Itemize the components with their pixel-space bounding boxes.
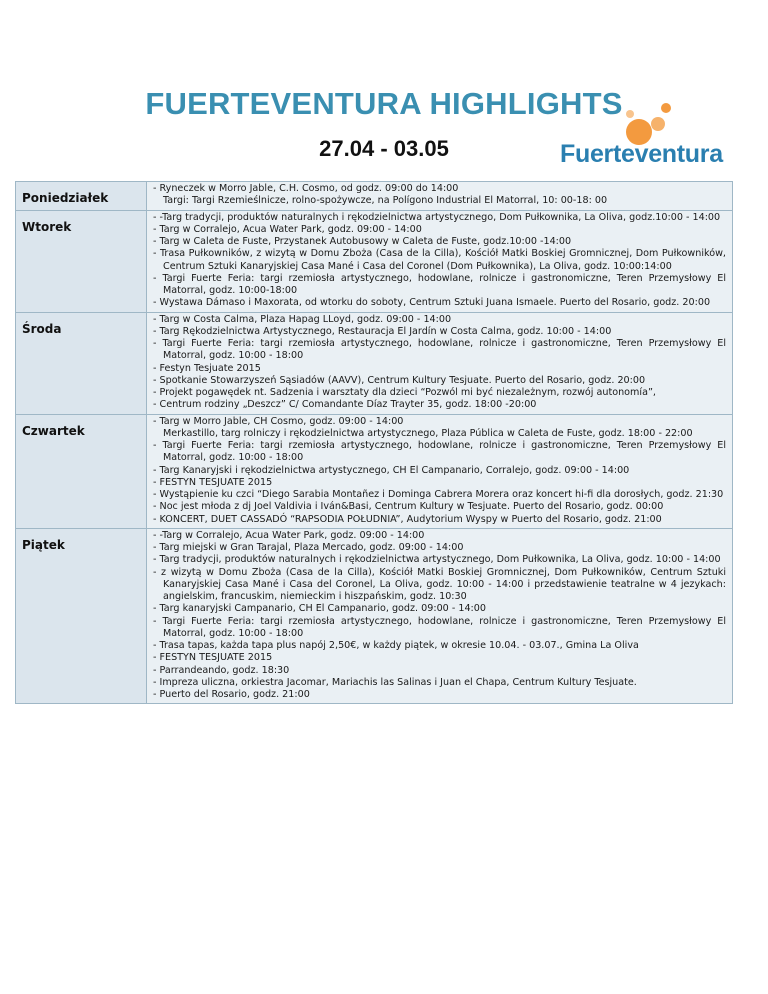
event-list (153, 183, 726, 208)
event-item: - FESTYN TESJUATE 2015 (153, 476, 273, 488)
event-item: - Festyn Tesjuate 2015 (153, 362, 261, 374)
event-item: - Wystawa Dámaso i Maxorata, od wtorku do soboty, Centrum Sztuki Juana Ismaele. Puerto del Rosario, godz. 20:00 (153, 297, 711, 309)
event-item: - Wystąpienie ku czci “Diego Sarabia Montañez i Dominga Cabrera Morera oraz koncert hi-fi dla dorosłych, godz. 21:30 (153, 489, 724, 500)
day-label: Poniedziałek (16, 182, 147, 211)
schedule-row (16, 528, 733, 704)
event-item: - Targ w Costa Calma, Plaza Hapag LLoyd, godz. 09:00 - 14:00 (153, 313, 452, 325)
event-item: - Parrandeando, godz. 18:30 (153, 664, 290, 676)
event-item: - z wizytą w Domu Zboża (Casa de la Cilla), Kościół Matki Boskiej Gromnicznej, Dom Pułkowników, Centrum Sztuki Kanaryjskiej Casa Mané i Casa del Coronel, La Oliva, godz. 10:00 - 14:00 i przedstawienie teatralne w 4 jezykach: angielskim, francuskim, niemieckim i hiszpańskim, godz. 10:30 (153, 566, 726, 602)
event-item: - KONCERT, DUET CASSADÓ “RAPSODIA POŁUDNIA”, Audytorium Wyspy w Puerto del Rosario, godz. 21:00 (153, 513, 662, 525)
day-label: Wtorek (16, 210, 147, 312)
event-item: Merkastillo, targ rolniczy i rękodzielnictwa artystycznego, Plaza Pública w Caleta de Fuste, godz. 18:00 - 22:00 (163, 427, 693, 439)
event-item: - Spotkanie Stowarzyszeń Sąsiadów (AAVV), Centrum Kultury Tesjuate. Puerto del Rosario, godz. 20:00 (153, 374, 646, 386)
event-item: Targi: Targi Rzemieślnicze, rolno-spożywcze, na Polígono Industrial El Matorral, 10: 00-18: 00 (163, 195, 608, 207)
event-item: - Targ w Caleta de Fuste, Przystanek Autobusowy w Caleta de Fuste, godz.10:00 -14:00 (153, 236, 572, 247)
fuerteventura-logo (560, 100, 730, 170)
date-range: 27.04 - 03.05 (319, 136, 449, 161)
day-events (147, 210, 733, 312)
event-item: - Targ kanaryjski Campanario, CH El Campanario, godz. 09:00 - 14:00 (153, 603, 486, 615)
event-item: - Ryneczek w Morro Jable, C.H. Cosmo, od godz. 09:00 do 14:00 (153, 183, 459, 194)
day-events (147, 312, 733, 414)
event-list (153, 416, 726, 526)
event-list (153, 212, 726, 310)
event-item: - Impreza uliczna, orkiestra Jacomar, Mariachis las Salinas i Juan el Chapa, Centrum Kultury Tesjuate. (153, 676, 637, 688)
event-item: - FESTYN TESJUATE 2015 (153, 652, 273, 664)
event-item: - Targi Fuerte Feria: targi rzemiosła artystycznego, hodowlane, rolnicze i gastronomiczne, Teren Przemysłowy El Matorral, godz. 10:00-18:00 (153, 272, 726, 296)
event-item: - Trasa tapas, każda tapa plus napój 2,50€, w każdy piątek, w okresie 10.04. - 03.07., Gmina La Oliva (153, 640, 639, 651)
event-item: - Targ Rękodzielnictwa Artystycznego, Restauracja El Jardín w Costa Calma, godz. 10:00 - 14:00 (153, 325, 612, 337)
day-events (147, 414, 733, 528)
event-list (153, 530, 726, 702)
day-label: Czwartek (16, 414, 147, 528)
event-item: - Targ Kanaryjski i rękodzielnictwa artystycznego, CH El Campanario, Corralejo, godz. 09:00 - 14:00 (153, 464, 630, 476)
event-item: - Targ w Corralejo, Acua Water Park, godz. 09:00 - 14:00 (153, 223, 422, 235)
event-item: - Targ miejski w Gran Tarajal, Plaza Mercado, godz. 09:00 - 14:00 (153, 542, 464, 553)
event-item: - -Targ w Corralejo, Acua Water Park, godz. 09:00 - 14:00 (153, 529, 425, 541)
event-item: - Projekt pogawędek nt. Sadzenia i warsztaty dla dzieci “Pozwól mi być niezależnym, rozwój autonomía”, (153, 387, 656, 398)
event-item: - Targi Fuerte Feria: targi rzemiosła artystycznego, hodowlane, rolnicze i gastronomiczne, Teren Przemysłowy El Matorral, godz. 10:00 - 18:00 (153, 440, 726, 464)
event-item: - -Targ tradycji, produktów naturalnych i rękodzielnictwa artystycznego, Dom Pułkownika, La Oliva, godz.10:00 - 14:00 (153, 211, 721, 223)
day-events (147, 182, 733, 211)
event-item: - Targ tradycji, produktów naturalnych i rękodzielnictwa artystycznego, Dom Pułkownika, La Oliva, godz. 10:00 - 14:00 (153, 554, 721, 566)
event-item: - Targi Fuerte Feria: targi rzemiosła artystycznego, hodowlane, rolnicze i gastronomiczne, Teren Przemysłowy El Matorral, godz. 10:00 - 18:00 (153, 338, 726, 362)
schedule-table (15, 181, 733, 704)
day-events (147, 528, 733, 704)
day-label: Piątek (16, 528, 147, 704)
event-item: - Targi Fuerte Feria: targi rzemiosła artystycznego, hodowlane, rolnicze i gastronomiczne, Teren Przemysłowy El Matorral, godz. 10:00 - 18:00 (153, 615, 726, 639)
schedule-row (16, 210, 733, 312)
event-item: - Targ w Morro Jable, CH Cosmo, godz. 09:00 - 14:00 (153, 415, 404, 427)
schedule-row (16, 312, 733, 414)
day-label: Środa (16, 312, 147, 414)
logo-text: Fuerteventura (560, 140, 723, 168)
event-list (153, 314, 726, 412)
event-item: - Trasa Pułkowników, z wizytą w Domu Zboża (Casa de la Cilla), Kościół Matki Boskiej Gromnicznej, Dom Pułkowników, Centrum Sztuki Kanaryjskiej Casa Mané i Casa del Coronel (Dom Pułkownika), La Oliva, godz. 10:00:14:00 (153, 248, 726, 272)
event-item: - Puerto del Rosario, godz. 21:00 (153, 689, 310, 700)
schedule-row (16, 182, 733, 211)
schedule-row (16, 414, 733, 528)
event-item: - Centrum rodziny „Deszcz” C/ Comandante Díaz Trayter 35, godz. 18:00 -20:00 (153, 399, 537, 411)
event-item: - Noc jest młoda z dj Joel Valdivia i Iván&Basi, Centrum Kultury w Tesjuate. Puerto del Rosario, godz. 00:00 (153, 501, 664, 513)
page-title: FUERTEVENTURA HIGHLIGHTS (145, 86, 623, 121)
